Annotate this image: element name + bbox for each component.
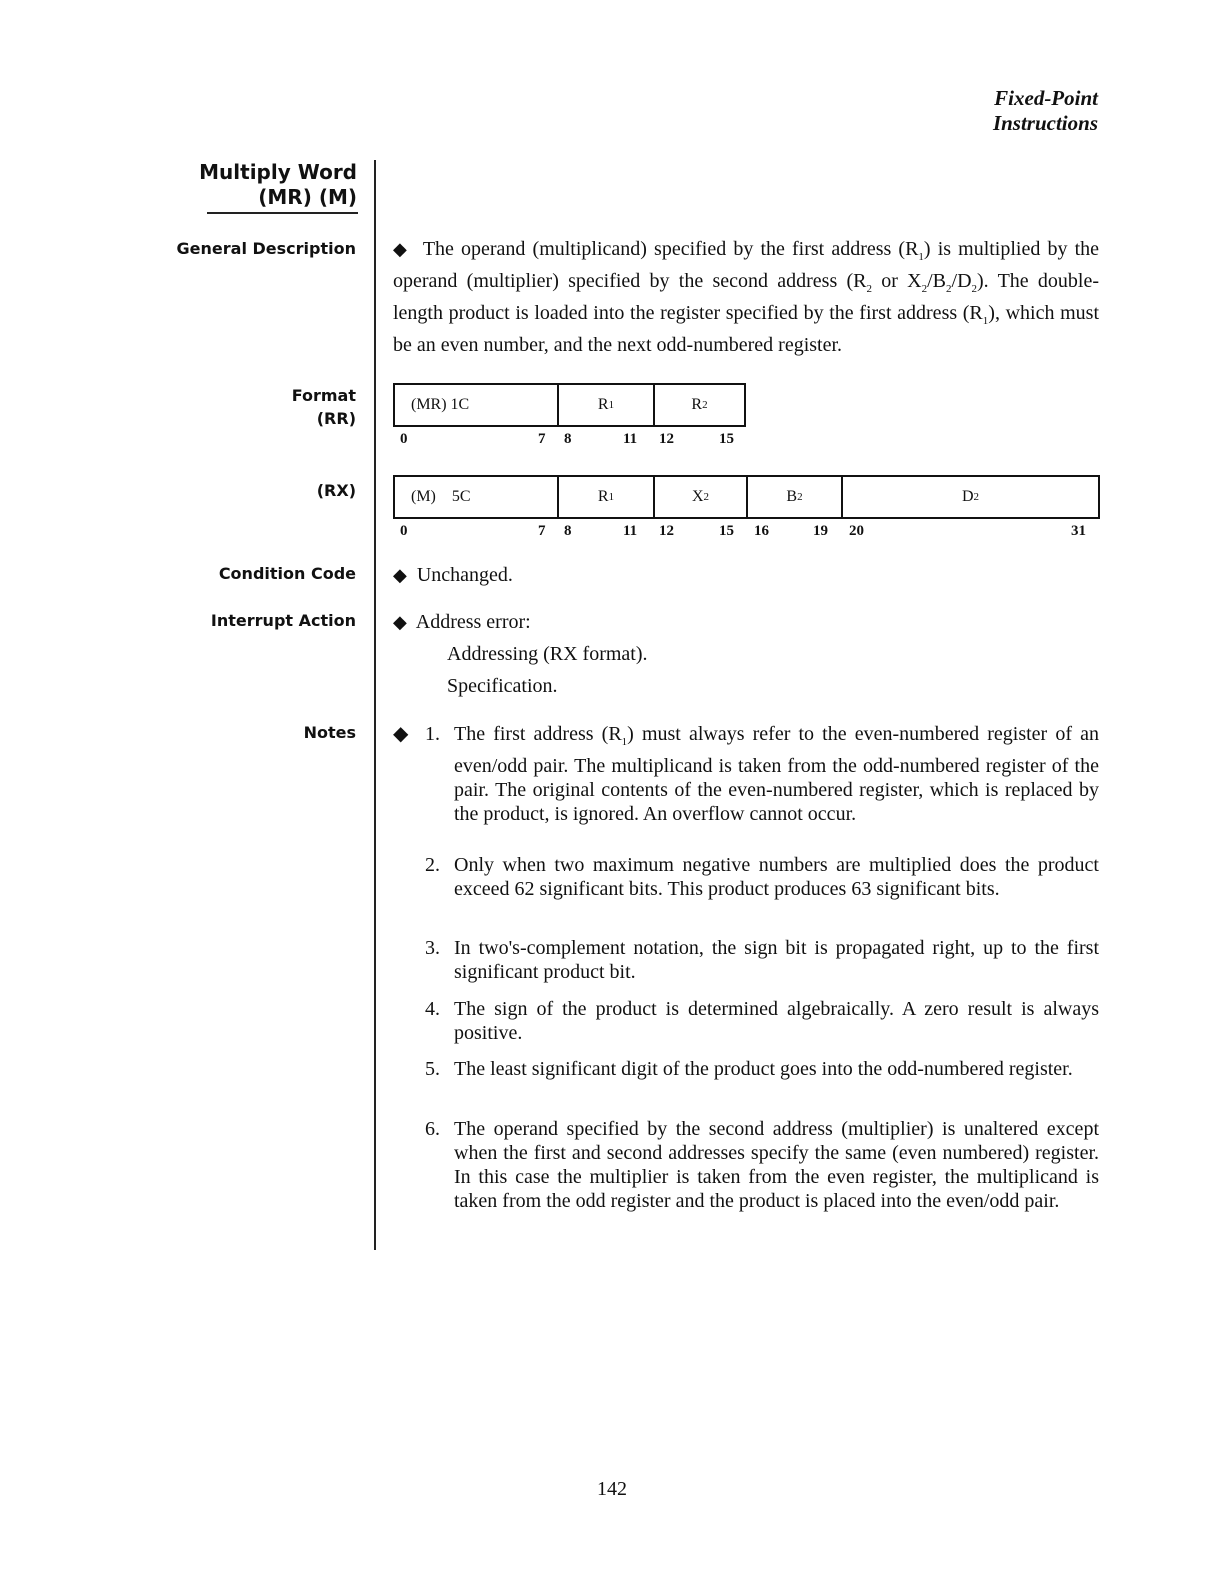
label-format: Format [291,386,356,405]
rx-field-x2-text: X [691,488,704,505]
rr-format-diagram [393,383,746,427]
bullet-icon: ◆ [393,612,407,632]
bullet-icon: ◆ [393,239,409,259]
gd-part: ) is multiplied by the operand (multiplier) specified by the second address (R [393,238,1100,292]
note-number: 6. [425,1118,440,1140]
rx-bit-label: 31 [1071,523,1086,539]
label-interrupt-action: Interrupt Action [210,611,356,630]
rr-field-opcode [395,385,559,425]
rx-field-b2-sub: 2 [797,491,803,503]
general-description-text [393,237,1099,357]
rx-field-r1-sub: 1 [608,491,615,503]
rr-bit-label: 8 [564,431,572,447]
gd-sub: 2 [866,283,872,295]
gd-part: /B [927,270,947,292]
label-condition-code: Condition Code [218,564,356,583]
note-text: Only when two maximum negative numbers are multiplied does the product exceed 62 significant bits. This product produces 63 significant bits. [454,854,1099,900]
rx-field-r1 [559,477,655,517]
note-item [425,997,1099,1045]
note-text-part: ) must always refer to the even-numbered register of an even/odd pair. The multiplicand is taken from the odd-numbered register of the pair. The original contents of the even-numbered register, which is replaced by the product, is ignored. An overflow cannot occur. [454,723,1099,825]
note-text: In two's-complement notation, the sign bit is propagated right, up to the first significant product bit. [454,937,1099,983]
section-title [199,160,357,210]
rx-field-d2-sub: 2 [973,491,980,503]
note-item [425,1117,1099,1213]
rx-field-x2 [655,477,748,517]
note-number: 2. [425,854,440,876]
page-number: 142 [597,1478,627,1500]
condition-code-text [393,563,1099,587]
label-format-rr: (RR) [316,409,356,428]
note-text: The least significant digit of the product goes into the odd-numbered register. [454,1058,1073,1080]
notes-bullet-icon: ◆ [393,723,409,745]
rx-format-diagram [393,475,1100,519]
note-number: 4. [425,998,440,1020]
note-item [425,936,1099,984]
label-format-rx: (RX) [316,481,356,500]
gd-part: ). The double-length product is loaded into the register specified by the first address (R [393,270,1099,324]
interrupt-action-item: Specification. [447,675,558,697]
running-header [993,86,1098,136]
gd-sub: 2 [921,283,928,295]
rr-field-r2-text: R [691,396,703,413]
title-underline [207,212,358,214]
label-notes: Notes [303,723,356,742]
note-item [425,853,1099,901]
interrupt-action-heading-text: Address error: [415,611,531,633]
rr-field-r2-sub: 2 [702,399,708,411]
note-text-sub: 1 [621,736,628,748]
gd-part: or X [872,270,922,292]
note-number: 3. [425,937,440,959]
rx-field-x2-sub: 2 [703,491,710,503]
rx-field-b2 [748,477,843,517]
section-title-line2: (MR) (M) [258,185,357,209]
rx-bit-label: 11 [623,523,638,539]
rx-field-d2-text: D [961,488,974,505]
rx-bit-label: 12 [659,523,674,539]
rr-field-r1-sub: 1 [608,399,615,411]
gd-sub: 2 [971,283,978,295]
bullet-icon: ◆ [393,565,407,585]
rx-field-d2 [843,477,1098,517]
gd-part: /D [951,270,972,292]
interrupt-action-item: Addressing (RX format). [447,643,648,665]
rr-bit-label: 12 [659,431,674,447]
rr-bit-label: 7 [538,431,546,447]
interrupt-action-heading [393,610,1099,634]
rr-bit-label: 15 [719,431,734,447]
note-text-part: The first address (R [454,723,622,745]
gd-sub: 1 [918,251,924,263]
note-number: 1. [425,723,440,745]
rx-bit-label: 7 [538,523,546,539]
note-item [425,1057,1099,1081]
rx-bit-label: 19 [813,523,828,539]
rr-field-r2 [655,385,744,425]
gd-sub: 1 [982,315,989,327]
rx-bit-label: 16 [754,523,769,539]
section-title-line1: Multiply Word [199,160,357,184]
note-text [454,722,1099,826]
rr-field-opcode-text: (MR) 1C [411,396,470,413]
gd-sub: 2 [946,283,952,295]
gd-part: The operand (multiplicand) specified by the first address (R [422,238,919,260]
running-header-line2: Instructions [992,111,1098,135]
rx-field-opcode-text: (M) 5C [411,488,471,505]
rx-field-r1-text: R [597,488,609,505]
rr-bit-label: 11 [623,431,638,447]
condition-code-value: Unchanged. [416,564,513,586]
note-number: 5. [425,1058,440,1080]
rx-field-b2-text: B [786,488,798,505]
note-text: The sign of the product is determined algebraically. A zero result is always positive. [454,998,1099,1044]
rx-bit-label: 0 [400,523,408,539]
label-general-description: General Description [176,239,356,258]
rx-bit-label: 20 [849,523,864,539]
note-text: The operand specified by the second address (multiplier) is unaltered except when the first and second addresses specify the same (even numbered) register. In this case the multiplier is taken from the even register, the multiplicand is taken from the odd register and the product is placed into the even/odd pair. [454,1118,1099,1212]
gd-part: ), which must be an even number, and the next odd-numbered register. [393,302,1099,356]
running-header-line1: Fixed-Point [994,86,1098,110]
rx-field-opcode [395,477,559,517]
vertical-divider [374,160,376,1250]
rr-bit-label: 0 [400,431,408,447]
rx-bit-label: 8 [564,523,572,539]
rx-bit-label: 15 [719,523,734,539]
rr-field-r1 [559,385,655,425]
rr-field-r1-text: R [597,396,609,413]
note-item [425,722,1099,826]
